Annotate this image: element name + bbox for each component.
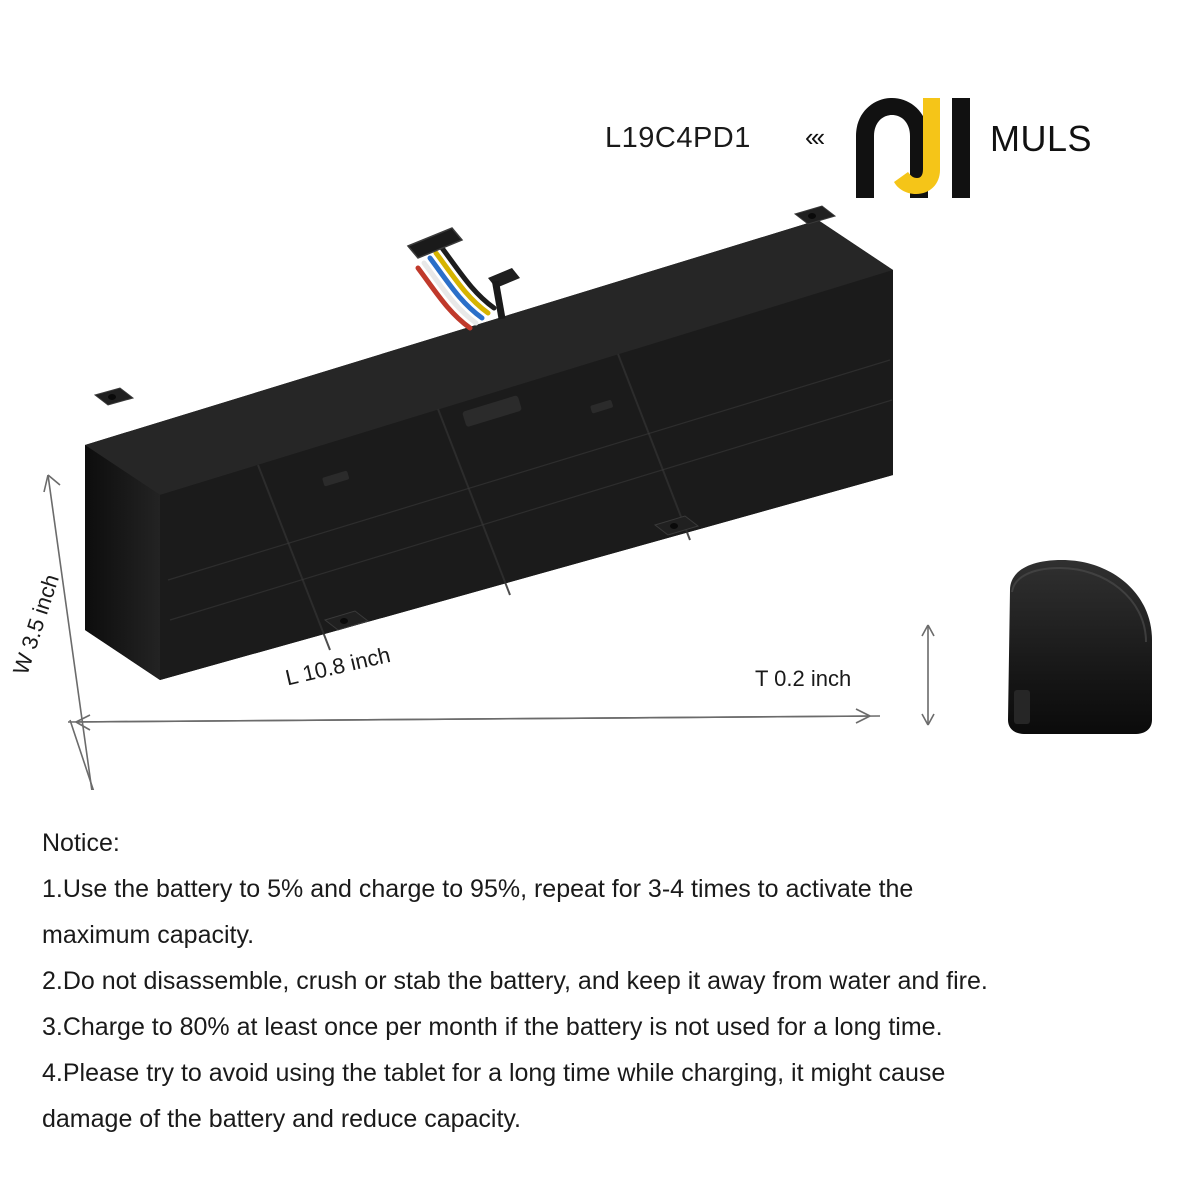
- brand-name-label: MULS: [990, 118, 1093, 159]
- dimension-width-label: W 3.5 inch: [8, 571, 64, 678]
- notice-line: damage of the battery and reduce capacity.: [42, 1105, 522, 1133]
- product-photo: [0, 200, 1200, 790]
- model-code-label: L19C4PD1: [605, 122, 751, 154]
- dimension-thickness-label: T 0.2 inch: [755, 666, 852, 691]
- notice-title: Notice:: [42, 829, 120, 857]
- notice-line: maximum capacity.: [42, 921, 255, 949]
- notice-section: [42, 820, 1152, 1142]
- chevron-left-icon: «‹: [805, 122, 823, 152]
- notice-line: 4.Please try to avoid using the tablet for a long time while charging, it might cause: [42, 1059, 946, 1087]
- notice-line: 2.Do not disassemble, crush or stab the battery, and keep it away from water and fire.: [42, 967, 988, 995]
- notice-line: 3.Charge to 80% at least once per month if the battery is not used for a long time.: [42, 1013, 943, 1041]
- muls-logo-icon: [848, 90, 998, 200]
- notice-line: 1.Use the battery to 5% and charge to 95%, repeat for 3-4 times to activate the: [42, 875, 914, 903]
- battery-illustration: [0, 200, 1200, 790]
- dimension-length-label: L 10.8 inch: [283, 641, 393, 691]
- brand-header: [560, 96, 1160, 206]
